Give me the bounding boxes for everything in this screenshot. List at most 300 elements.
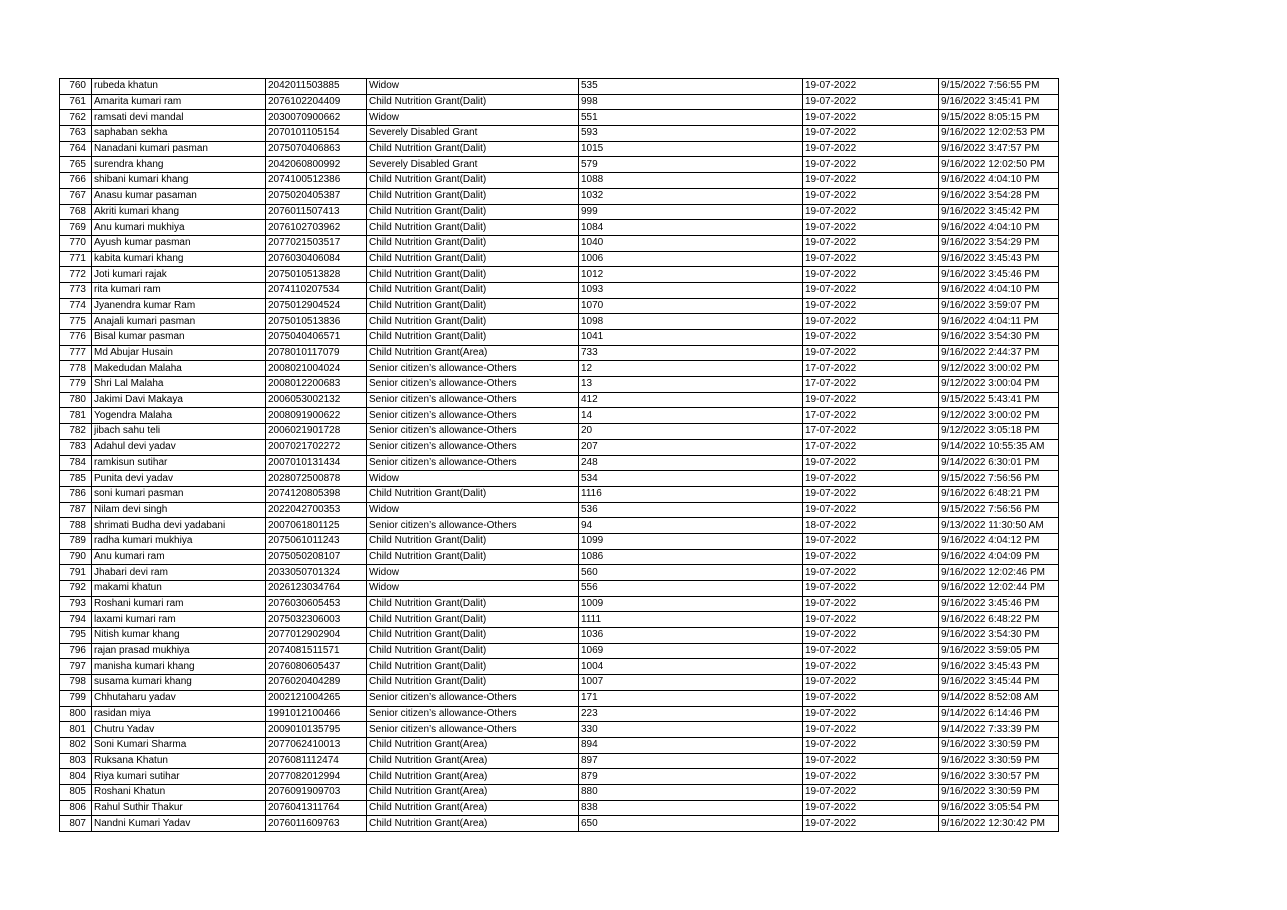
serial-number-cell: 778 [60,361,92,377]
date-cell: 19-07-2022 [803,330,939,346]
amount-cell: 1015 [579,141,803,157]
amount-cell: 20 [579,424,803,440]
name-cell: rubeda khatun [92,79,266,95]
date-cell: 19-07-2022 [803,235,939,251]
name-cell: kabita kumari khang [92,251,266,267]
id-number-cell: 2076080605437 [266,659,367,675]
serial-number-cell: 792 [60,581,92,597]
table-row [60,581,1059,597]
timestamp-cell: 9/16/2022 4:04:10 PM [939,173,1059,189]
id-number-cell: 2076011507413 [266,204,367,220]
table-row [60,204,1059,220]
timestamp-cell: 9/16/2022 3:54:29 PM [939,235,1059,251]
name-cell: Chutru Yadav [92,722,266,738]
id-number-cell: 2076091909703 [266,784,367,800]
serial-number-cell: 765 [60,157,92,173]
amount-cell: 14 [579,408,803,424]
table-row [60,392,1059,408]
table-row [60,94,1059,110]
table-row [60,471,1059,487]
name-cell: Akriti kumari khang [92,204,266,220]
amount-cell: 560 [579,565,803,581]
timestamp-cell: 9/15/2022 7:56:56 PM [939,471,1059,487]
id-number-cell: 2077021503517 [266,235,367,251]
serial-number-cell: 800 [60,706,92,722]
amount-cell: 171 [579,690,803,706]
amount-cell: 94 [579,518,803,534]
timestamp-cell: 9/16/2022 3:45:43 PM [939,659,1059,675]
amount-cell: 880 [579,784,803,800]
date-cell: 19-07-2022 [803,204,939,220]
grant-type-cell: Widow [367,79,579,95]
id-number-cell: 2002121004265 [266,690,367,706]
timestamp-cell: 9/16/2022 6:48:21 PM [939,486,1059,502]
id-number-cell: 2076081112474 [266,753,367,769]
timestamp-cell: 9/16/2022 3:47:57 PM [939,141,1059,157]
id-number-cell: 2008012200683 [266,377,367,393]
timestamp-cell: 9/16/2022 4:04:11 PM [939,314,1059,330]
serial-number-cell: 788 [60,518,92,534]
grant-type-cell: Child Nutrition Grant(Area) [367,784,579,800]
timestamp-cell: 9/15/2022 7:56:55 PM [939,79,1059,95]
id-number-cell: 2007061801125 [266,518,367,534]
amount-cell: 1088 [579,173,803,189]
timestamp-cell: 9/16/2022 3:45:46 PM [939,596,1059,612]
amount-cell: 330 [579,722,803,738]
amount-cell: 551 [579,110,803,126]
table-row [60,439,1059,455]
grant-type-cell: Severely Disabled Grant [367,157,579,173]
id-number-cell: 1991012100466 [266,706,367,722]
amount-cell: 207 [579,439,803,455]
amount-cell: 535 [579,79,803,95]
timestamp-cell: 9/16/2022 3:05:54 PM [939,800,1059,816]
table-row [60,361,1059,377]
id-number-cell: 2077062410013 [266,737,367,753]
serial-number-cell: 762 [60,110,92,126]
amount-cell: 1006 [579,251,803,267]
serial-number-cell: 776 [60,330,92,346]
grant-type-cell: Senior citizen’s allowance-Others [367,392,579,408]
date-cell: 19-07-2022 [803,141,939,157]
id-number-cell: 2007021702272 [266,439,367,455]
timestamp-cell: 9/12/2022 3:00:02 PM [939,408,1059,424]
serial-number-cell: 767 [60,188,92,204]
date-cell: 19-07-2022 [803,486,939,502]
table-row [60,737,1059,753]
amount-cell: 999 [579,204,803,220]
name-cell: Ayush kumar pasman [92,235,266,251]
name-cell: Yogendra Malaha [92,408,266,424]
timestamp-cell: 9/16/2022 12:02:53 PM [939,126,1059,142]
serial-number-cell: 787 [60,502,92,518]
serial-number-cell: 771 [60,251,92,267]
grant-type-cell: Senior citizen’s allowance-Others [367,408,579,424]
grant-type-cell: Senior citizen’s allowance-Others [367,361,579,377]
table-row [60,455,1059,471]
timestamp-cell: 9/16/2022 4:04:12 PM [939,533,1059,549]
grant-type-cell: Senior citizen’s allowance-Others [367,706,579,722]
grant-type-cell: Child Nutrition Grant(Area) [367,769,579,785]
id-number-cell: 2007010131434 [266,455,367,471]
amount-cell: 1069 [579,643,803,659]
id-number-cell: 2074100512386 [266,173,367,189]
grant-type-cell: Widow [367,110,579,126]
amount-cell: 556 [579,581,803,597]
amount-cell: 998 [579,94,803,110]
amount-cell: 1004 [579,659,803,675]
name-cell: Rahul Suthir Thakur [92,800,266,816]
date-cell: 19-07-2022 [803,79,939,95]
grant-type-cell: Widow [367,471,579,487]
serial-number-cell: 772 [60,267,92,283]
amount-cell: 593 [579,126,803,142]
name-cell: Shri Lal Malaha [92,377,266,393]
amount-cell: 1098 [579,314,803,330]
id-number-cell: 2008091900622 [266,408,367,424]
date-cell: 19-07-2022 [803,267,939,283]
timestamp-cell: 9/16/2022 6:48:22 PM [939,612,1059,628]
amount-cell: 412 [579,392,803,408]
id-number-cell: 2078010117079 [266,345,367,361]
date-cell: 19-07-2022 [803,455,939,471]
serial-number-cell: 761 [60,94,92,110]
grant-type-cell: Senior citizen’s allowance-Others [367,439,579,455]
id-number-cell: 2076030605453 [266,596,367,612]
name-cell: Riya kumari sutihar [92,769,266,785]
id-number-cell: 2008021004024 [266,361,367,377]
name-cell: ramsati devi mandal [92,110,266,126]
amount-cell: 12 [579,361,803,377]
grant-type-cell: Senior citizen’s allowance-Others [367,722,579,738]
amount-cell: 1041 [579,330,803,346]
amount-cell: 579 [579,157,803,173]
table-row [60,110,1059,126]
grant-type-cell: Senior citizen’s allowance-Others [367,377,579,393]
date-cell: 19-07-2022 [803,502,939,518]
grant-type-cell: Child Nutrition Grant(Dalit) [367,549,579,565]
table-row [60,330,1059,346]
date-cell: 17-07-2022 [803,408,939,424]
timestamp-cell: 9/16/2022 12:02:46 PM [939,565,1059,581]
timestamp-cell: 9/16/2022 4:04:09 PM [939,549,1059,565]
serial-number-cell: 790 [60,549,92,565]
serial-number-cell: 766 [60,173,92,189]
id-number-cell: 2077082012994 [266,769,367,785]
table-row [60,769,1059,785]
amount-cell: 1040 [579,235,803,251]
date-cell: 18-07-2022 [803,518,939,534]
serial-number-cell: 802 [60,737,92,753]
grant-type-cell: Widow [367,565,579,581]
amount-cell: 838 [579,800,803,816]
id-number-cell: 2042060800992 [266,157,367,173]
serial-number-cell: 801 [60,722,92,738]
grant-type-cell: Widow [367,581,579,597]
table-row [60,173,1059,189]
table-row [60,800,1059,816]
table-row [60,126,1059,142]
table-row [60,816,1059,832]
grant-type-cell: Widow [367,502,579,518]
timestamp-cell: 9/16/2022 3:30:57 PM [939,769,1059,785]
timestamp-cell: 9/16/2022 3:30:59 PM [939,753,1059,769]
serial-number-cell: 805 [60,784,92,800]
id-number-cell: 2033050701324 [266,565,367,581]
grant-type-cell: Child Nutrition Grant(Dalit) [367,141,579,157]
date-cell: 17-07-2022 [803,424,939,440]
name-cell: Nilam devi singh [92,502,266,518]
timestamp-cell: 9/12/2022 3:00:04 PM [939,377,1059,393]
timestamp-cell: 9/14/2022 7:33:39 PM [939,722,1059,738]
table-row [60,518,1059,534]
serial-number-cell: 804 [60,769,92,785]
name-cell: soni kumari pasman [92,486,266,502]
amount-cell: 1007 [579,675,803,691]
serial-number-cell: 786 [60,486,92,502]
grant-type-cell: Child Nutrition Grant(Dalit) [367,628,579,644]
name-cell: Joti kumari rajak [92,267,266,283]
amount-cell: 894 [579,737,803,753]
timestamp-cell: 9/16/2022 3:54:28 PM [939,188,1059,204]
serial-number-cell: 803 [60,753,92,769]
amount-cell: 534 [579,471,803,487]
name-cell: radha kumari mukhiya [92,533,266,549]
id-number-cell: 2006053002132 [266,392,367,408]
amount-cell: 1070 [579,298,803,314]
grant-type-cell: Child Nutrition Grant(Dalit) [367,188,579,204]
grant-type-cell: Child Nutrition Grant(Dalit) [367,659,579,675]
date-cell: 19-07-2022 [803,722,939,738]
grant-type-cell: Child Nutrition Grant(Area) [367,753,579,769]
table-row [60,408,1059,424]
serial-number-cell: 781 [60,408,92,424]
name-cell: Punita devi yadav [92,471,266,487]
serial-number-cell: 768 [60,204,92,220]
table-row [60,502,1059,518]
amount-cell: 1032 [579,188,803,204]
table-row [60,753,1059,769]
table-row [60,314,1059,330]
timestamp-cell: 9/16/2022 12:02:50 PM [939,157,1059,173]
date-cell: 19-07-2022 [803,690,939,706]
table-row [60,533,1059,549]
amount-cell: 1116 [579,486,803,502]
id-number-cell: 2075061011243 [266,533,367,549]
id-number-cell: 2028072500878 [266,471,367,487]
table-row [60,282,1059,298]
serial-number-cell: 789 [60,533,92,549]
id-number-cell: 2009010135795 [266,722,367,738]
date-cell: 19-07-2022 [803,581,939,597]
timestamp-cell: 9/16/2022 3:45:42 PM [939,204,1059,220]
date-cell: 19-07-2022 [803,282,939,298]
grant-type-cell: Child Nutrition Grant(Dalit) [367,204,579,220]
timestamp-cell: 9/15/2022 5:43:41 PM [939,392,1059,408]
serial-number-cell: 784 [60,455,92,471]
serial-number-cell: 774 [60,298,92,314]
serial-number-cell: 782 [60,424,92,440]
grant-type-cell: Senior citizen’s allowance-Others [367,455,579,471]
date-cell: 19-07-2022 [803,643,939,659]
name-cell: Anu kumari mukhiya [92,220,266,236]
id-number-cell: 2026123034764 [266,581,367,597]
grant-type-cell: Child Nutrition Grant(Area) [367,816,579,832]
grant-type-cell: Senior citizen’s allowance-Others [367,424,579,440]
grant-type-cell: Child Nutrition Grant(Dalit) [367,486,579,502]
id-number-cell: 2042011503885 [266,79,367,95]
name-cell: ramkisun sutihar [92,455,266,471]
name-cell: susama kumari khang [92,675,266,691]
date-cell: 19-07-2022 [803,157,939,173]
serial-number-cell: 763 [60,126,92,142]
name-cell: saphaban sekha [92,126,266,142]
date-cell: 19-07-2022 [803,816,939,832]
table-row [60,424,1059,440]
grant-type-cell: Child Nutrition Grant(Dalit) [367,220,579,236]
id-number-cell: 2075020405387 [266,188,367,204]
id-number-cell: 2075040406571 [266,330,367,346]
timestamp-cell: 9/12/2022 3:00:02 PM [939,361,1059,377]
date-cell: 19-07-2022 [803,784,939,800]
table-row [60,377,1059,393]
date-cell: 19-07-2022 [803,298,939,314]
table-row [60,784,1059,800]
timestamp-cell: 9/14/2022 10:55:35 AM [939,439,1059,455]
amount-cell: 1084 [579,220,803,236]
table-row [60,267,1059,283]
timestamp-cell: 9/16/2022 3:30:59 PM [939,784,1059,800]
timestamp-cell: 9/12/2022 3:05:18 PM [939,424,1059,440]
grant-type-cell: Child Nutrition Grant(Dalit) [367,643,579,659]
date-cell: 19-07-2022 [803,392,939,408]
grant-type-cell: Child Nutrition Grant(Dalit) [367,533,579,549]
timestamp-cell: 9/15/2022 7:56:56 PM [939,502,1059,518]
id-number-cell: 2075050208107 [266,549,367,565]
id-number-cell: 2077012902904 [266,628,367,644]
table-row [60,565,1059,581]
name-cell: Jakimi Davi Makaya [92,392,266,408]
id-number-cell: 2076030406084 [266,251,367,267]
date-cell: 19-07-2022 [803,565,939,581]
id-number-cell: 2070101105154 [266,126,367,142]
id-number-cell: 2075070406863 [266,141,367,157]
name-cell: rajan prasad mukhiya [92,643,266,659]
timestamp-cell: 9/16/2022 3:45:43 PM [939,251,1059,267]
name-cell: Anasu kumar pasaman [92,188,266,204]
date-cell: 19-07-2022 [803,675,939,691]
name-cell: shibani kumari khang [92,173,266,189]
grant-type-cell: Child Nutrition Grant(Dalit) [367,596,579,612]
table-row [60,298,1059,314]
serial-number-cell: 798 [60,675,92,691]
amount-cell: 536 [579,502,803,518]
table-row [60,675,1059,691]
date-cell: 19-07-2022 [803,471,939,487]
id-number-cell: 2075012904524 [266,298,367,314]
timestamp-cell: 9/16/2022 3:45:46 PM [939,267,1059,283]
timestamp-cell: 9/16/2022 3:59:07 PM [939,298,1059,314]
date-cell: 19-07-2022 [803,628,939,644]
date-cell: 19-07-2022 [803,251,939,267]
timestamp-cell: 9/16/2022 3:54:30 PM [939,628,1059,644]
timestamp-cell: 9/14/2022 8:52:08 AM [939,690,1059,706]
timestamp-cell: 9/16/2022 4:04:10 PM [939,220,1059,236]
serial-number-cell: 799 [60,690,92,706]
id-number-cell: 2074120805398 [266,486,367,502]
name-cell: Nandni Kumari Yadav [92,816,266,832]
date-cell: 19-07-2022 [803,173,939,189]
date-cell: 19-07-2022 [803,769,939,785]
grant-type-cell: Child Nutrition Grant(Dalit) [367,314,579,330]
id-number-cell: 2076102204409 [266,94,367,110]
name-cell: Jyanendra kumar Ram [92,298,266,314]
serial-number-cell: 773 [60,282,92,298]
grant-type-cell: Child Nutrition Grant(Dalit) [367,612,579,628]
grant-type-cell: Child Nutrition Grant(Dalit) [367,267,579,283]
name-cell: Ruksana Khatun [92,753,266,769]
name-cell: laxami kumari ram [92,612,266,628]
grant-type-cell: Child Nutrition Grant(Area) [367,800,579,816]
name-cell: surendra khang [92,157,266,173]
serial-number-cell: 793 [60,596,92,612]
timestamp-cell: 9/14/2022 6:14:46 PM [939,706,1059,722]
serial-number-cell: 797 [60,659,92,675]
name-cell: Adahul devi yadav [92,439,266,455]
name-cell: shrimati Budha devi yadabani [92,518,266,534]
serial-number-cell: 783 [60,439,92,455]
name-cell: Makedudan Malaha [92,361,266,377]
grant-type-cell: Child Nutrition Grant(Dalit) [367,298,579,314]
name-cell: Nitish kumar khang [92,628,266,644]
serial-number-cell: 807 [60,816,92,832]
serial-number-cell: 779 [60,377,92,393]
id-number-cell: 2076041311764 [266,800,367,816]
grant-type-cell: Severely Disabled Grant [367,126,579,142]
grant-type-cell: Child Nutrition Grant(Dalit) [367,173,579,189]
name-cell: Anajali kumari pasman [92,314,266,330]
grant-type-cell: Child Nutrition Grant(Dalit) [367,251,579,267]
amount-cell: 13 [579,377,803,393]
id-number-cell: 2074110207534 [266,282,367,298]
serial-number-cell: 785 [60,471,92,487]
serial-number-cell: 769 [60,220,92,236]
name-cell: Chhutaharu yadav [92,690,266,706]
amount-cell: 1099 [579,533,803,549]
table-row [60,706,1059,722]
grant-type-cell: Child Nutrition Grant(Dalit) [367,94,579,110]
date-cell: 19-07-2022 [803,188,939,204]
serial-number-cell: 775 [60,314,92,330]
table-row [60,628,1059,644]
timestamp-cell: 9/16/2022 4:04:10 PM [939,282,1059,298]
date-cell: 19-07-2022 [803,533,939,549]
name-cell: Nanadani kumari pasman [92,141,266,157]
name-cell: rasidan miya [92,706,266,722]
serial-number-cell: 777 [60,345,92,361]
id-number-cell: 2076020404289 [266,675,367,691]
table-row [60,643,1059,659]
timestamp-cell: 9/16/2022 3:54:30 PM [939,330,1059,346]
table-row [60,690,1059,706]
amount-cell: 248 [579,455,803,471]
date-cell: 19-07-2022 [803,596,939,612]
timestamp-cell: 9/14/2022 6:30:01 PM [939,455,1059,471]
table-row [60,659,1059,675]
date-cell: 19-07-2022 [803,126,939,142]
serial-number-cell: 764 [60,141,92,157]
date-cell: 19-07-2022 [803,314,939,330]
